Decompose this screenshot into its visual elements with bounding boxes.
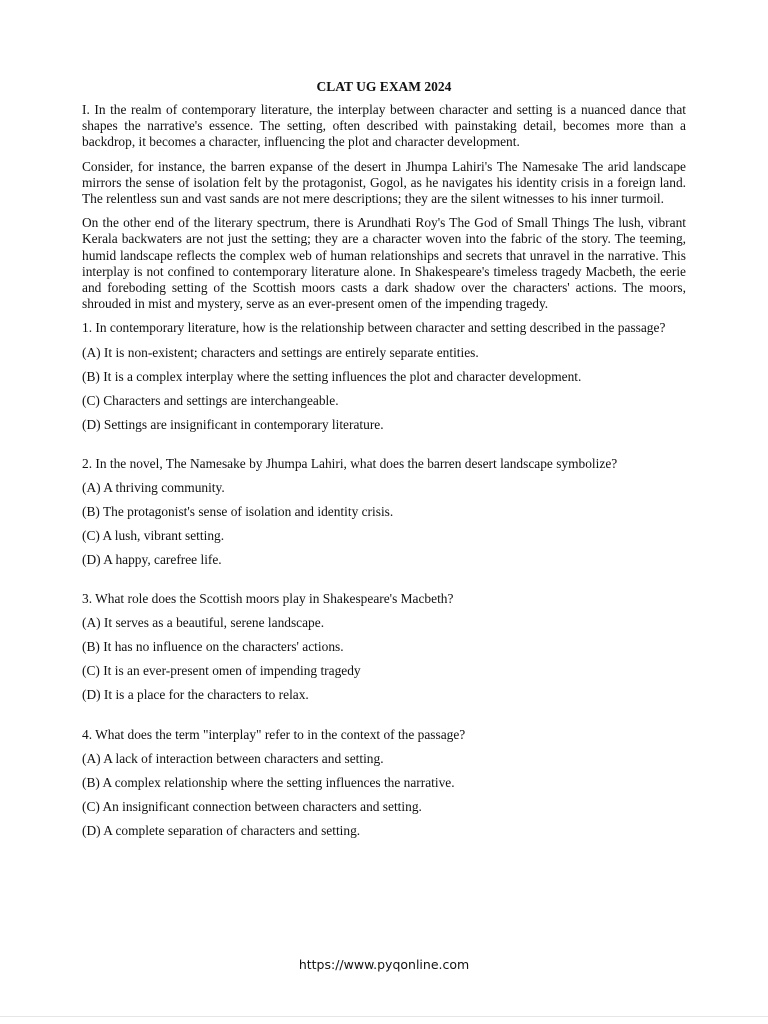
option-b: (B) A complex relationship where the setting influences the narrative.	[82, 774, 455, 790]
option-a: (A) It is non-existent; characters and settings are entirely separate entities.	[82, 344, 479, 360]
option-c: (C) An insignificant connection between characters and setting.	[82, 798, 422, 814]
option-b: (B) It is a complex interplay where the setting influences the plot and character development.	[82, 368, 582, 384]
option-d: (D) Settings are insignificant in contemporary literature.	[82, 416, 384, 432]
question-text: 3. What role does the Scottish moors play in Shakespeare's Macbeth?	[82, 591, 454, 607]
passage-paragraph-3: On the other end of the literary spectrum, there is Arundhati Roy's The God of Small Things The lush, vibrant Kerala backwaters are not just the setting; they are a character woven into the fabric of the story. The teeming, humid landscape reflects the complex web of human relationships and secrets that unravel in the narrative. This interplay is not confined to contemporary literature alone. In Shakespeare's timeless tragedy Macbeth, the eerie and foreboding setting of the Scottish moors casts a dark shadow over the characters' actions. The moors, shrouded in mist and mystery, serve as an ever-present omen of the impending tragedy.	[82, 215, 686, 312]
question-1	[82, 320, 686, 432]
option-a: (A) A lack of interaction between characters and setting.	[82, 750, 384, 766]
option-c: (C) It is an ever-present omen of impending tragedy	[82, 663, 361, 679]
question-4	[82, 727, 686, 839]
option-c: (C) A lush, vibrant setting.	[82, 528, 225, 544]
option-d: (D) A complete separation of characters and setting.	[82, 822, 361, 838]
question-text: 2. In the novel, The Namesake by Jhumpa Lahiri, what does the barren desert landscape symbolize?	[82, 455, 618, 471]
reading-passage	[82, 102, 686, 312]
option-a: (A) A thriving community.	[82, 480, 225, 496]
option-d: (D) It is a place for the characters to relax.	[82, 687, 309, 703]
question-text: 1. In contemporary literature, how is the relationship between character and setting described in the passage?	[82, 320, 666, 336]
question-text: 4. What does the term "interplay" refer to in the context of the passage?	[82, 726, 466, 742]
passage-paragraph-2: Consider, for instance, the barren expanse of the desert in Jhumpa Lahiri's The Namesake The arid landscape mirrors the sense of isolation felt by the protagonist, Gogol, as he navigates his identity crisis in a foreign land. The relentless sun and vast sands are not mere descriptions; they are the silent witnesses to his inner turmoil.	[82, 158, 686, 207]
option-c: (C) Characters and settings are interchangeable.	[82, 392, 339, 408]
question-3	[82, 591, 686, 703]
option-b: (B) It has no influence on the characters' actions.	[82, 639, 344, 655]
option-d: (D) A happy, carefree life.	[82, 552, 222, 568]
page-title: CLAT UG EXAM 2024	[316, 79, 452, 94]
option-b: (B) The protagonist's sense of isolation and identity crisis.	[82, 504, 394, 520]
option-a: (A) It serves as a beautiful, serene landscape.	[82, 615, 325, 631]
passage-paragraph-1: I. In the realm of contemporary literature, the interplay between character and setting is a nuanced dance that shapes the narrative's essence. The setting, often described with painstaking detail, becomes more than a backdrop, it becomes a character, influencing the plot and character development.	[82, 102, 686, 150]
footer-url: https://www.pyqonline.com	[298, 957, 470, 972]
page-bottom-divider	[0, 1016, 768, 1017]
question-2	[82, 456, 686, 568]
